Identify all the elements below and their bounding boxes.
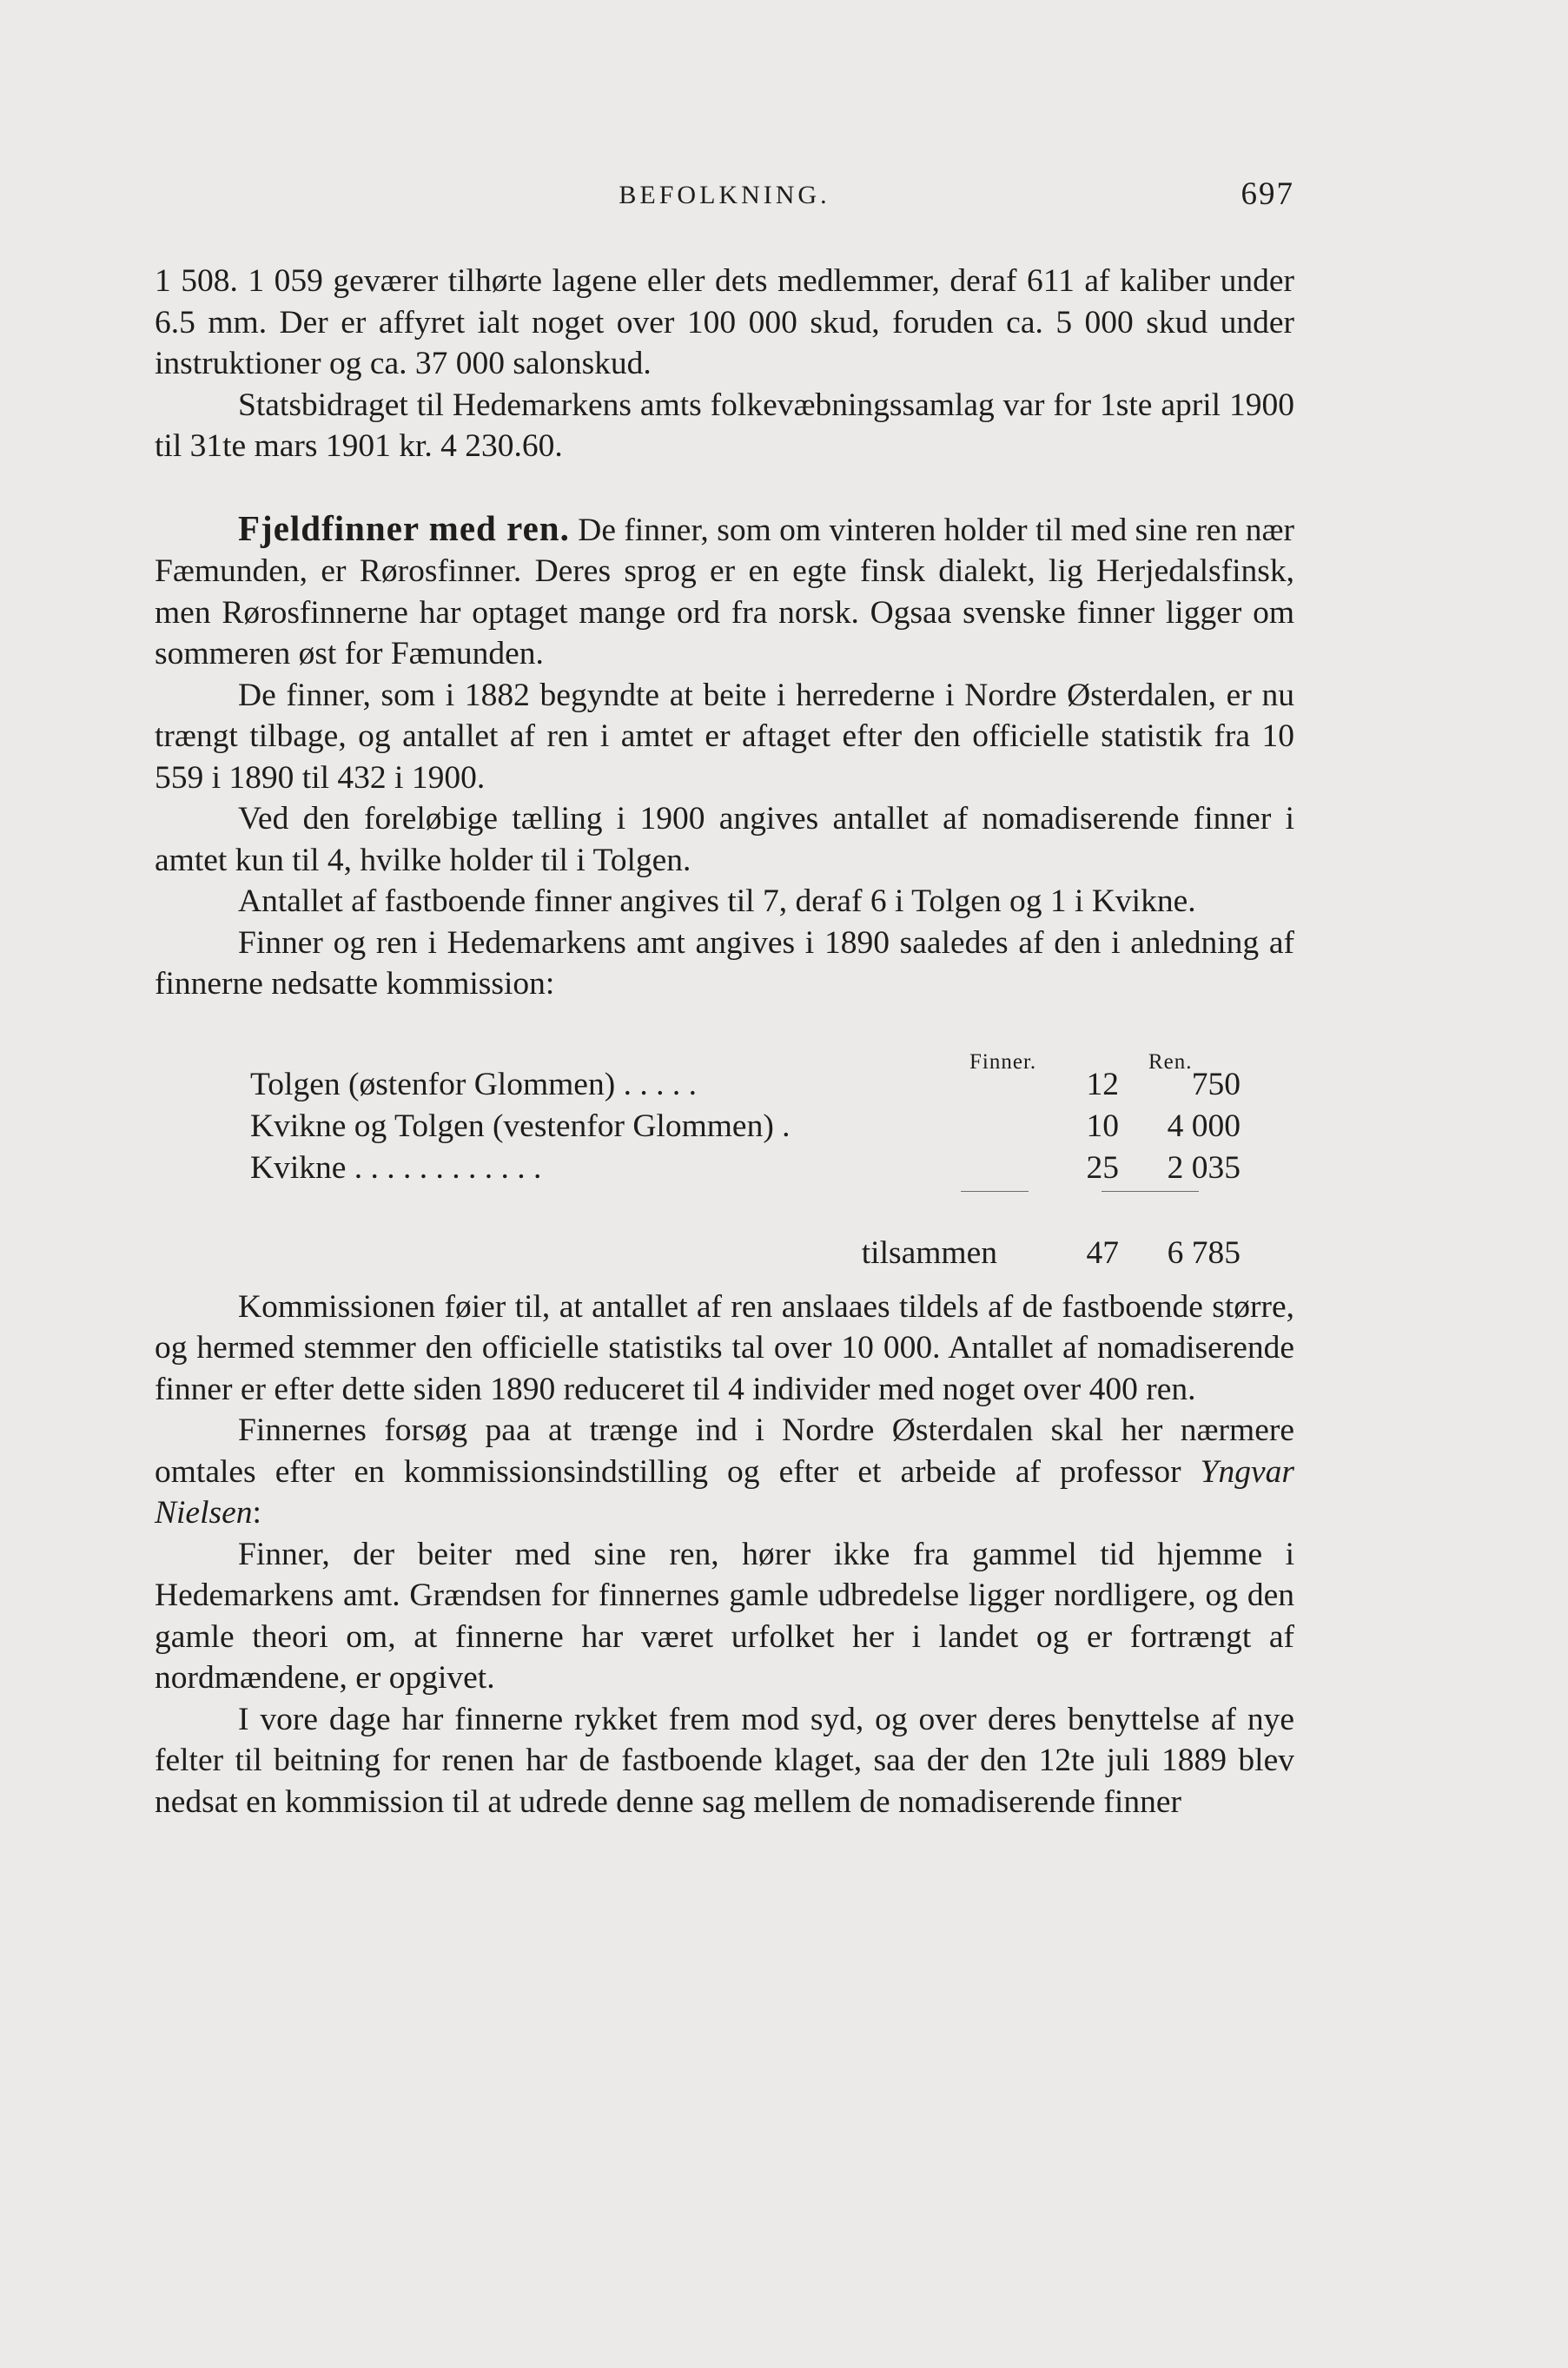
table-total-row — [250, 1233, 1275, 1274]
row-name: Kvikne . . . . . . . . . . . . — [250, 1149, 542, 1186]
page-header — [155, 176, 1294, 222]
sum-rule-ren — [1102, 1191, 1199, 1192]
paragraph-9-colon: : — [252, 1495, 261, 1531]
total-ren: 6 785 — [1167, 1234, 1241, 1271]
row-ren: 2 035 — [1167, 1149, 1241, 1186]
paragraph-9 — [155, 1410, 1294, 1534]
total-label: tilsammen — [861, 1234, 997, 1271]
page-number: 697 — [1241, 176, 1294, 212]
paragraph-11: I vore dage har finnerne rykket frem mod syd, og over deres benyttelse af nye felter til beitning for renen har de fastboende klaget, saa der den 12te juli 1889 blev nedsat en kommission til at udrede denne sag mellem de nomadiserende finner — [155, 1701, 1294, 1820]
column-header-finner: Finner. — [969, 1049, 1037, 1074]
paragraph-4: De finner, som i 1882 begyndte at beite i herrederne i Nordre Østerdalen, er nu trængt tilbage, og antallet af ren i amtet er aftaget efter den officielle statistik fra 10 559 i 1890 til 432 i 1900. — [155, 677, 1294, 796]
body-text — [155, 261, 1294, 1822]
paragraph-1: 1 508. 1 059 geværer tilhørte lagene eller dets medlemmer, deraf 611 af kaliber under 6.5 mm. Der er affyret ialt noget over 100 000 skud, foruden ca. 5 000 skud under instruktioner og ca. 37 000 salonskud. — [155, 263, 1294, 381]
paragraph-7: Finner og ren i Hedemarkens amt angives i 1890 saaledes af den i anledning af finnerne nedsatte kommission: — [155, 924, 1294, 1002]
paragraph-5: Ved den foreløbige tælling i 1900 angives antallet af nomadiserende finner i amtet kun til 4, hvilke holder til i Tolgen. — [155, 801, 1294, 878]
author-name: Yngvar Nielsen — [155, 1453, 1294, 1531]
column-header-ren: Ren. — [1148, 1049, 1193, 1074]
row-finner: 10 — [1086, 1108, 1119, 1144]
running-head: BEFOLKNING. — [619, 181, 830, 209]
paragraph-fjeldfinner — [155, 508, 1294, 675]
sum-rule-finner — [961, 1191, 1029, 1192]
table-row — [250, 1148, 1275, 1189]
row-ren: 4 000 — [1167, 1108, 1241, 1144]
total-finner: 47 — [1086, 1234, 1119, 1271]
section-heading: Fjeldfinner med ren. — [238, 507, 570, 548]
table-row — [250, 1106, 1275, 1148]
paragraph-2: Statsbidraget til Hedemarkens amts folkevæbningssamlag var for 1ste april 1900 til 31te mars 1901 kr. 4 230.60. — [155, 387, 1294, 464]
row-ren: 750 — [1191, 1066, 1241, 1102]
paragraph-6: Antallet af fastboende finner angives til 7, deraf 6 i Tolgen og 1 i Kvikne. — [238, 883, 1196, 919]
row-finner: 25 — [1086, 1149, 1119, 1186]
section-text: De finner, som om vinteren holder til med sine ren nær Fæmunden, er Rørosfinner. Deres sprog er en egte finsk dialekt, lig Herjedalsfinsk, men Rørosfinnerne har optaget mange ord fra norsk. Ogsaa svenske finner ligger om sommeren øst for Fæmunden. — [155, 512, 1294, 671]
paragraph-8: Kommissionen føier til, at antallet af ren anslaaes tildels af de fastboende større, og hermed stemmer den officielle statistiks tal over 10 000. Antallet af nomadiserende finner er efter dette siden 1890 reduceret til 4 individer med noget over 400 ren. — [155, 1288, 1294, 1407]
paragraph-10: Finner, der beiter med sine ren, hører ikke fra gammel tid hjemme i Hedemarkens amt. Grændsen for finnernes gamle udbredelse ligger nordligere, og den gamle theori om, at finnerne har været urfolket her i landet og er fortrængt af nordmændene, er opgivet. — [155, 1536, 1294, 1696]
row-finner: 12 — [1086, 1066, 1119, 1102]
row-name: Kvikne og Tolgen (vestenfor Glommen) . — [250, 1108, 791, 1144]
table-row — [250, 1064, 1275, 1106]
paragraph-9-text: Finnernes forsøg paa at trænge ind i Nordre Østerdalen skal her nærmere omtales efter en kommissionsindstilling og efter et arbeide af professor — [155, 1412, 1294, 1490]
row-name: Tolgen (østenfor Glommen) . . . . . — [250, 1066, 697, 1102]
finner-ren-table — [155, 1042, 1294, 1276]
